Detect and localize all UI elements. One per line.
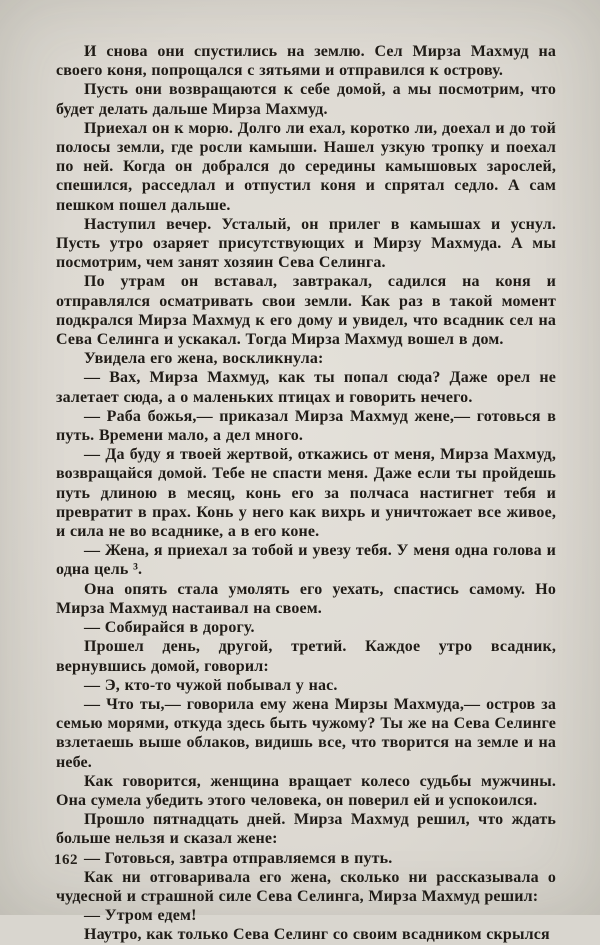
- paragraph-dialogue: — Утром едем!: [84, 907, 197, 925]
- paragraph: Как говорится, женщина вращает колесо судьбы мужчины. Она сумела убедить этого человека, он поверил ей и успокоился.: [56, 772, 556, 809]
- paragraph: По утрам он вставал, завтракал, садился на коня и отправлялся осматривать свои земли. Как раз в такой момент подкрался Мирза Махмуд к его дому и увидел, что всадник сел на Сева Селинга и ускакал. Тогда Мирза Махмуд вошел в дом.: [56, 273, 556, 349]
- paragraph-dialogue: — Готовься, завтра отправляемся в путь.: [84, 849, 393, 867]
- page-text-block: [56, 42, 556, 945]
- paragraph-dialogue: — Э, кто-то чужой побывал у нас.: [84, 676, 338, 694]
- paragraph-dialogue-footnote-ref: — Жена, я приехал за тобой и увезу тебя. У меня одна голова и одна цель ³.: [56, 542, 556, 579]
- paragraph: Пусть они возвращаются к себе домой, а мы посмотрим, что будет делать дальше Мирза Махмуд.: [56, 81, 556, 118]
- paragraph: Как ни отговаривала его жена, сколько ни рассказывала о чудесной и страшной силе Сева Селинга, Мирза Махмуд решил:: [56, 868, 556, 905]
- paragraph: Она опять стала умолять его уехать, спастись самому. Но Мирза Махмуд настаивал на своем.: [56, 580, 556, 617]
- paragraph-dialogue: — Да буду я твоей жертвой, откажись от меня, Мирза Махмуд, возвращайся домой. Тебе не спасти меня. Даже если ты пройдешь путь длиною в месяц, конь его за полчаса настигнет тебя и превратит в прах. Конь у него как вихрь и уничтожает все живое, и сила не во всаднике, а в его коне.: [56, 446, 556, 541]
- paragraph-dialogue: — Собирайся в дорогу.: [84, 619, 255, 637]
- paragraph: Наступил вечер. Усталый, он прилег в камышах и уснул. Пусть утро озаряет присутствующих и Мирзу Махмуда. А мы посмотрим, чем занят хозяин Сева Селинга.: [56, 215, 556, 272]
- paragraph-dialogue: — Вах, Мирза Махмуд, как ты попал сюда? Даже орел не залетает сюда, а о маленьких птицах и говорить нечего.: [56, 369, 556, 406]
- page-number: 162: [54, 852, 78, 868]
- paragraph: И снова они спустились на землю. Сел Мирза Махмуд на своего коня, попрощался с зятьями и отправился к острову.: [56, 43, 556, 80]
- paragraph-dialogue-intro: Увидела его жена, воскликнула:: [84, 350, 324, 368]
- paragraph: Наутро, как только Сева Селинг со своим всадником скрылся: [84, 926, 550, 944]
- paragraph: Прошел день, другой, третий. Каждое утро всадник, вернувшись домой, говорил:: [56, 638, 556, 675]
- paragraph: Прошло пятнадцать дней. Мирза Махмуд решил, что ждать больше нельзя и сказал жене:: [56, 811, 556, 848]
- paragraph-dialogue: — Раба божья,— приказал Мирза Махмуд жене,— готовься в путь. Времени мало, а дел много.: [56, 407, 556, 445]
- paragraph: Приехал он к морю. Долго ли ехал, коротко ли, доехал и до той полосы земли, где росли камыши. Нашел узкую тропку и поехал по ней. Когда он добрался до середины камышовых зарослей, спешился, расседлал и отпустил коня и спрятал седло. А сам пешком пошел дальше.: [56, 119, 556, 214]
- paragraph-dialogue: — Что ты,— говорила ему жена Мирзы Махмуда,— остров за семью морями, откуда здесь быть чужому? Ты же на Сева Селинге взлетаешь выше облаков, видишь все, что творится на земле и на небе.: [56, 695, 556, 771]
